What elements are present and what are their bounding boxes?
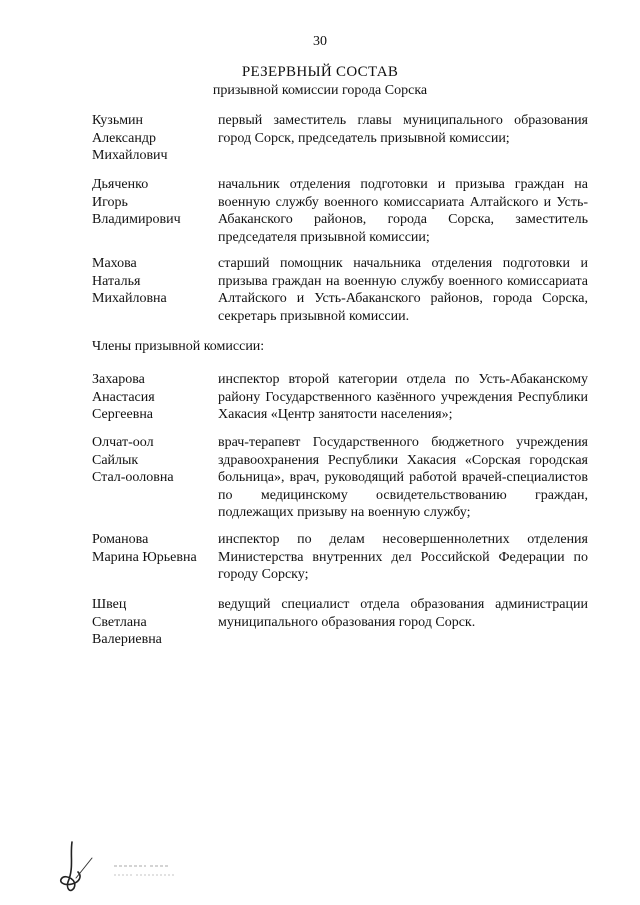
first-name: Наталья [92, 273, 141, 289]
person-name [92, 176, 212, 229]
person-role: инспектор второй категории отдела по Усть-Абаканскому району Государственного казённого учреждения Республики Хакасия «Центр занятости населения»; [218, 372, 588, 422]
person-name [92, 596, 212, 649]
roster-entry [92, 112, 588, 163]
person-role: ведущий специалист отдела образования администрации муниципального образования город Сорск. [218, 597, 588, 630]
patronymic: Стал-ооловна [92, 470, 174, 485]
person-role: начальник отделения подготовки и призыва граждан на военную службу военного комиссариата Алтайского и Усть-Абаканского районов, города Сорска, заместитель председателя призывной комиссии; [218, 177, 588, 245]
patronymic: Сергеевна [92, 407, 154, 422]
person-name [92, 531, 212, 566]
person-name [92, 112, 212, 165]
roster-entry [92, 434, 588, 522]
roster-entry [92, 596, 588, 647]
surname: Махова [92, 256, 137, 271]
roster-entry [92, 531, 588, 584]
first-name: Светлана [92, 614, 147, 630]
surname: Дьяченко [92, 177, 149, 192]
patronymic: Валериевна [92, 632, 162, 647]
surname: Швец [92, 597, 127, 612]
surname: Романова [92, 532, 149, 547]
patronymic: Владимирович [92, 212, 181, 227]
faded-stamp [112, 862, 182, 883]
surname: Захарова [92, 372, 145, 387]
surname: Олчат-оол [92, 435, 154, 450]
person-name [92, 371, 212, 424]
document-subtitle: призывной комиссии города Сорска [212, 83, 428, 98]
members-heading: Члены призывной комиссии: [92, 339, 265, 354]
first-name: Сайлык [92, 452, 139, 468]
roster-entry [92, 255, 588, 325]
stamp-scribble [112, 862, 182, 880]
page-number: 30 [313, 34, 327, 49]
person-role: старший помощник начальника отделения подготовки и призыва граждан на военную службу военного комиссариата Алтайского и Усть-Абаканского районов, города Сорска, секретарь призывной комиссии. [218, 256, 588, 324]
first-name-patronymic: Марина Юрьевна [92, 549, 197, 565]
first-name: Александр [92, 130, 156, 146]
person-role: инспектор по делам несовершеннолетних отделения Министерства внутренних дел Российской Федерации по городу Сорску; [218, 532, 588, 582]
person-name [92, 434, 212, 487]
first-name: Анастасия [92, 389, 155, 405]
patronymic: Михайловна [92, 291, 167, 306]
person-role: первый заместитель главы муниципального образования город Сорск, председатель призывной комиссии; [218, 113, 588, 146]
document-title: РЕЗЕРВНЫЙ СОСТАВ [241, 64, 399, 80]
person-role: врач-терапевт Государственного бюджетного учреждения здравоохранения Республики Хакасия «Сорская городская больница», врач, руководящий работой врачей-специалистов по медицинскому освидетельствованию граждан, подлежащих призыву на военную службу; [218, 435, 588, 520]
roster-entry [92, 371, 588, 424]
patronymic: Михайлович [92, 148, 168, 163]
surname: Кузьмин [92, 113, 144, 128]
person-name [92, 255, 212, 308]
first-name: Игорь [92, 194, 128, 210]
roster-entry [92, 176, 588, 246]
